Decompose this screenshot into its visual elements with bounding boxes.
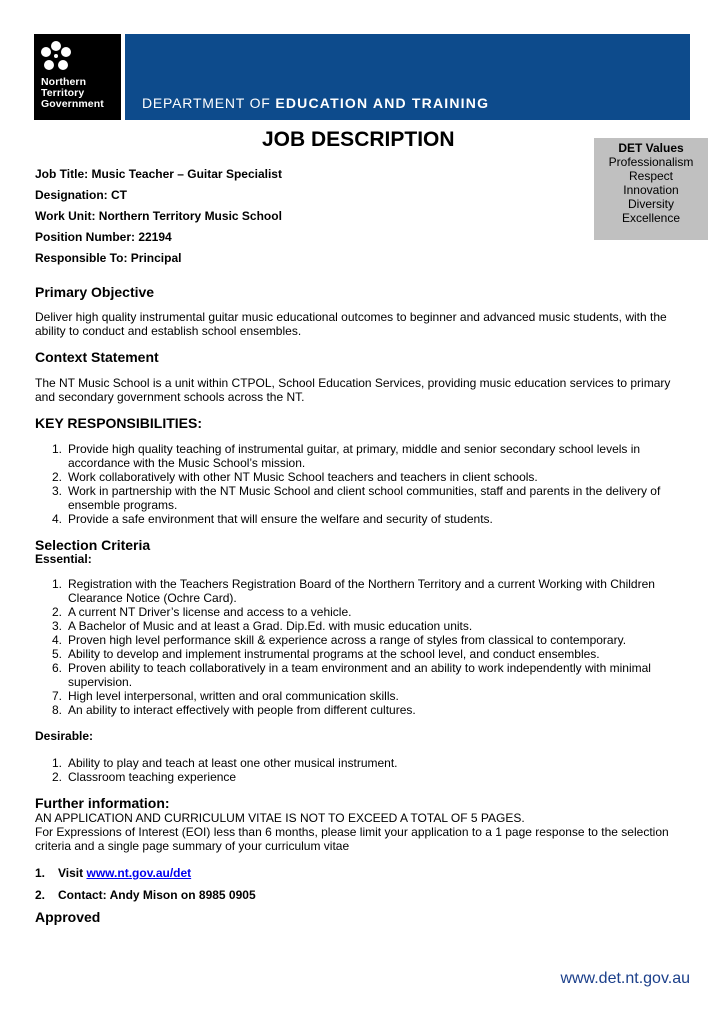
context-heading: Context Statement (35, 349, 159, 365)
designation-field: Designation: CT (35, 188, 127, 202)
context-text: The NT Music School is a unit within CTPOL, School Education Services, providing music education services to primary and secondary government schools across the NT. (35, 376, 671, 404)
step2-number: 2. (35, 888, 46, 902)
essential-list (35, 577, 685, 717)
selection-heading: Selection Criteria (35, 537, 151, 553)
value-item: Innovation (623, 183, 679, 197)
list-item: 2. Work collaboratively with other NT Music School teachers and teachers in client schools. (52, 470, 538, 484)
list-item: 8. An ability to interact effectively with people from different cultures. (52, 703, 416, 717)
list-item: 1. Registration with the Teachers Registration Board of the Northern Territory and a current Working with Children Clearance Notice (Ochre Card). (52, 577, 655, 605)
page-title: JOB DESCRIPTION (262, 128, 455, 151)
logo-wordmark (41, 77, 104, 110)
responsible-to-field: Responsible To: Principal (35, 251, 182, 265)
list-item: 4. Proven high level performance skill & experience across a range of styles from classical to contemporary. (52, 633, 627, 647)
further-info-heading: Further information: (35, 795, 170, 811)
logo-line-northern: Northern (41, 76, 87, 88)
list-item: 1. Provide high quality teaching of instrumental guitar, at primary, middle and senior secondary school levels in accordance with the Music School’s mission. (52, 442, 641, 470)
work-unit-field: Work Unit: Northern Territory Music School (35, 209, 282, 223)
value-item: Professionalism (608, 155, 694, 169)
step1-number: 1. (35, 866, 46, 880)
primary-objective-text: Deliver high quality instrumental guitar music educational outcomes to beginner and advanced music students, with the ability to conduct and establish school ensembles. (35, 310, 667, 338)
list-item: 6. Proven ability to teach collaboratively in a team environment and an ability to work independently with minimal supervision. (52, 661, 651, 689)
desirable-list (35, 756, 685, 784)
list-item: 5. Ability to develop and implement instrumental programs at the school level, and conduct ensembles. (52, 647, 600, 661)
desert-rose-logo-icon (39, 40, 73, 74)
list-item: 7. High level interpersonal, written and oral communication skills. (52, 689, 399, 703)
step2-contact: Contact: Andy Mison on 8985 0905 (58, 888, 256, 902)
ntg-logo (34, 34, 121, 120)
det-values-heading: DET Values (618, 141, 684, 155)
further-info-line1: AN APPLICATION AND CURRICULUM VITAE IS NOT TO EXCEED A TOTAL OF 5 PAGES. (35, 811, 525, 825)
footer-url: www.det.nt.gov.au (560, 970, 690, 987)
list-item: 3. Work in partnership with the NT Music School and client school communities, staff and parents in the delivery of ensemble programs. (52, 484, 661, 512)
job-title-field: Job Title: Music Teacher – Guitar Specialist (35, 167, 282, 181)
further-info-line2: For Expressions of Interest (EOI) less than 6 months, please limit your application to a 1 page response to the selection criteria and a single page summary of your curriculum vitae (35, 825, 669, 853)
step1-label: Visit (58, 866, 87, 880)
list-item: 2. Classroom teaching experience (52, 770, 237, 784)
position-number-field: Position Number: 22194 (35, 230, 172, 244)
list-item: 4. Provide a safe environment that will ensure the welfare and security of students. (52, 512, 493, 526)
step-contact (35, 888, 256, 902)
value-item: Excellence (621, 211, 681, 225)
logo-line-government: Government (41, 98, 104, 110)
value-item: Respect (628, 169, 674, 183)
primary-objective-heading: Primary Objective (35, 284, 155, 300)
desirable-label: Desirable: (35, 729, 94, 743)
list-item: 3. A Bachelor of Music and at least a Grad. Dip.Ed. with music education units. (52, 619, 473, 633)
essential-label: Essential: (35, 552, 92, 566)
list-item: 1. Ability to play and teach at least one other musical instrument. (52, 756, 398, 770)
det-values-box (594, 138, 708, 240)
value-item: Diversity (627, 197, 674, 211)
department-name (142, 95, 489, 111)
step-visit (35, 866, 191, 880)
responsibilities-heading: KEY RESPONSIBILITIES: (35, 415, 202, 431)
approved-label: Approved (35, 909, 101, 925)
logo-line-territory: Territory (41, 87, 85, 99)
department-prefix: DEPARTMENT OF (142, 95, 276, 111)
list-item: 2. A current NT Driver’s license and access to a vehicle. (52, 605, 352, 619)
department-banner (125, 34, 690, 120)
det-website-link[interactable]: www.nt.gov.au/det (86, 866, 192, 880)
responsibilities-list (35, 442, 685, 526)
department-emphasis: EDUCATION AND TRAINING (275, 95, 490, 111)
